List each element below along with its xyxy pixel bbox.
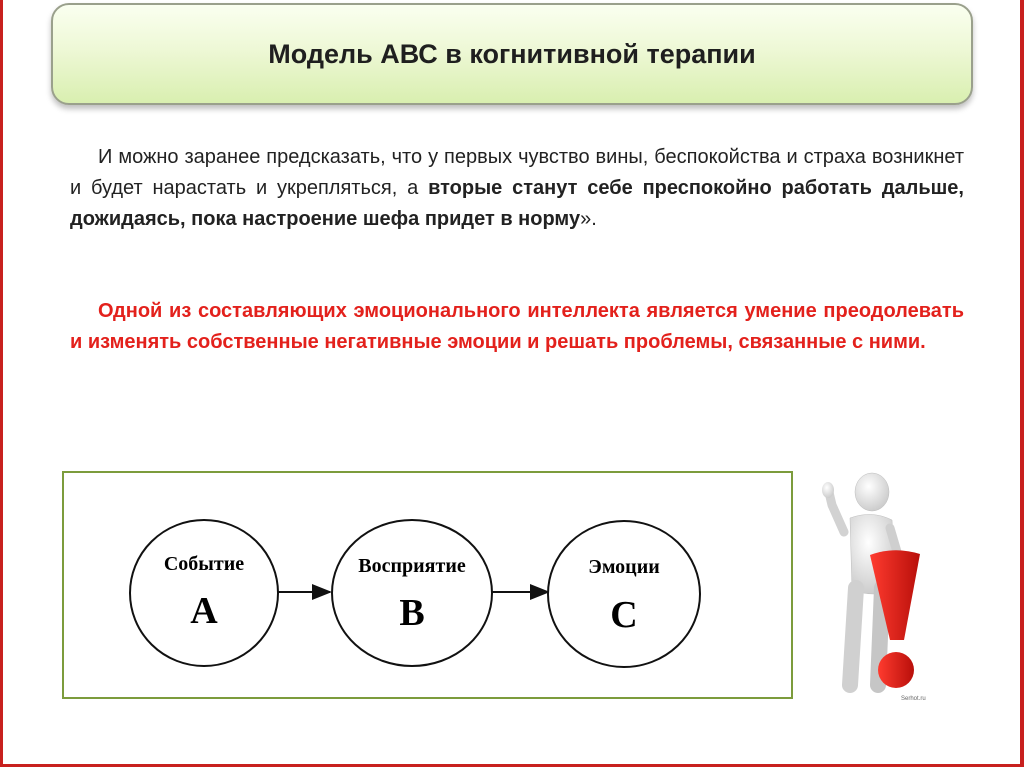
node-event-letter: А — [190, 590, 218, 632]
node-perception-label: Восприятие — [358, 555, 466, 577]
exclamation-dot — [878, 652, 914, 688]
node-perception — [332, 520, 492, 666]
node-emotions — [548, 521, 700, 667]
figure-watermark: Serhot.ru — [901, 696, 926, 702]
abc-diagram-svg — [64, 473, 791, 697]
slide-frame-right — [1020, 0, 1024, 767]
paragraph-prediction — [70, 142, 964, 235]
slide-title: Модель АВС в когнитивной терапии — [268, 38, 756, 69]
title-banner — [51, 3, 973, 105]
abc-diagram — [62, 471, 793, 699]
paragraph1-bold-text: вторые станут себе преспокойно работать дальше, дожидаясь, пока настроение шефа придет в норму — [70, 177, 964, 230]
node-emotions-letter: С — [610, 594, 638, 636]
paragraph-emotional-intelligence: Одной из составляющих эмоционального интеллекта является умение преодолевать и изменять собственные негативные эмоции и решать проблемы, связанные с ними. — [70, 300, 964, 353]
node-emotions-label: Эмоции — [588, 556, 660, 578]
figure-with-exclamation — [816, 470, 956, 705]
node-perception-letter: В — [399, 592, 425, 634]
paragraph1-normal-text: И можно заранее предсказать, что у первых чувство вины, беспокойства и страха возникнет и будет нарастать и укрепляться, а — [70, 146, 964, 199]
paragraph1-end-text: ». — [580, 208, 597, 230]
node-event-label: Событие — [163, 553, 245, 575]
slide-frame-left — [0, 0, 3, 767]
node-event — [130, 520, 278, 666]
thinking-figure-illustration — [816, 470, 956, 705]
